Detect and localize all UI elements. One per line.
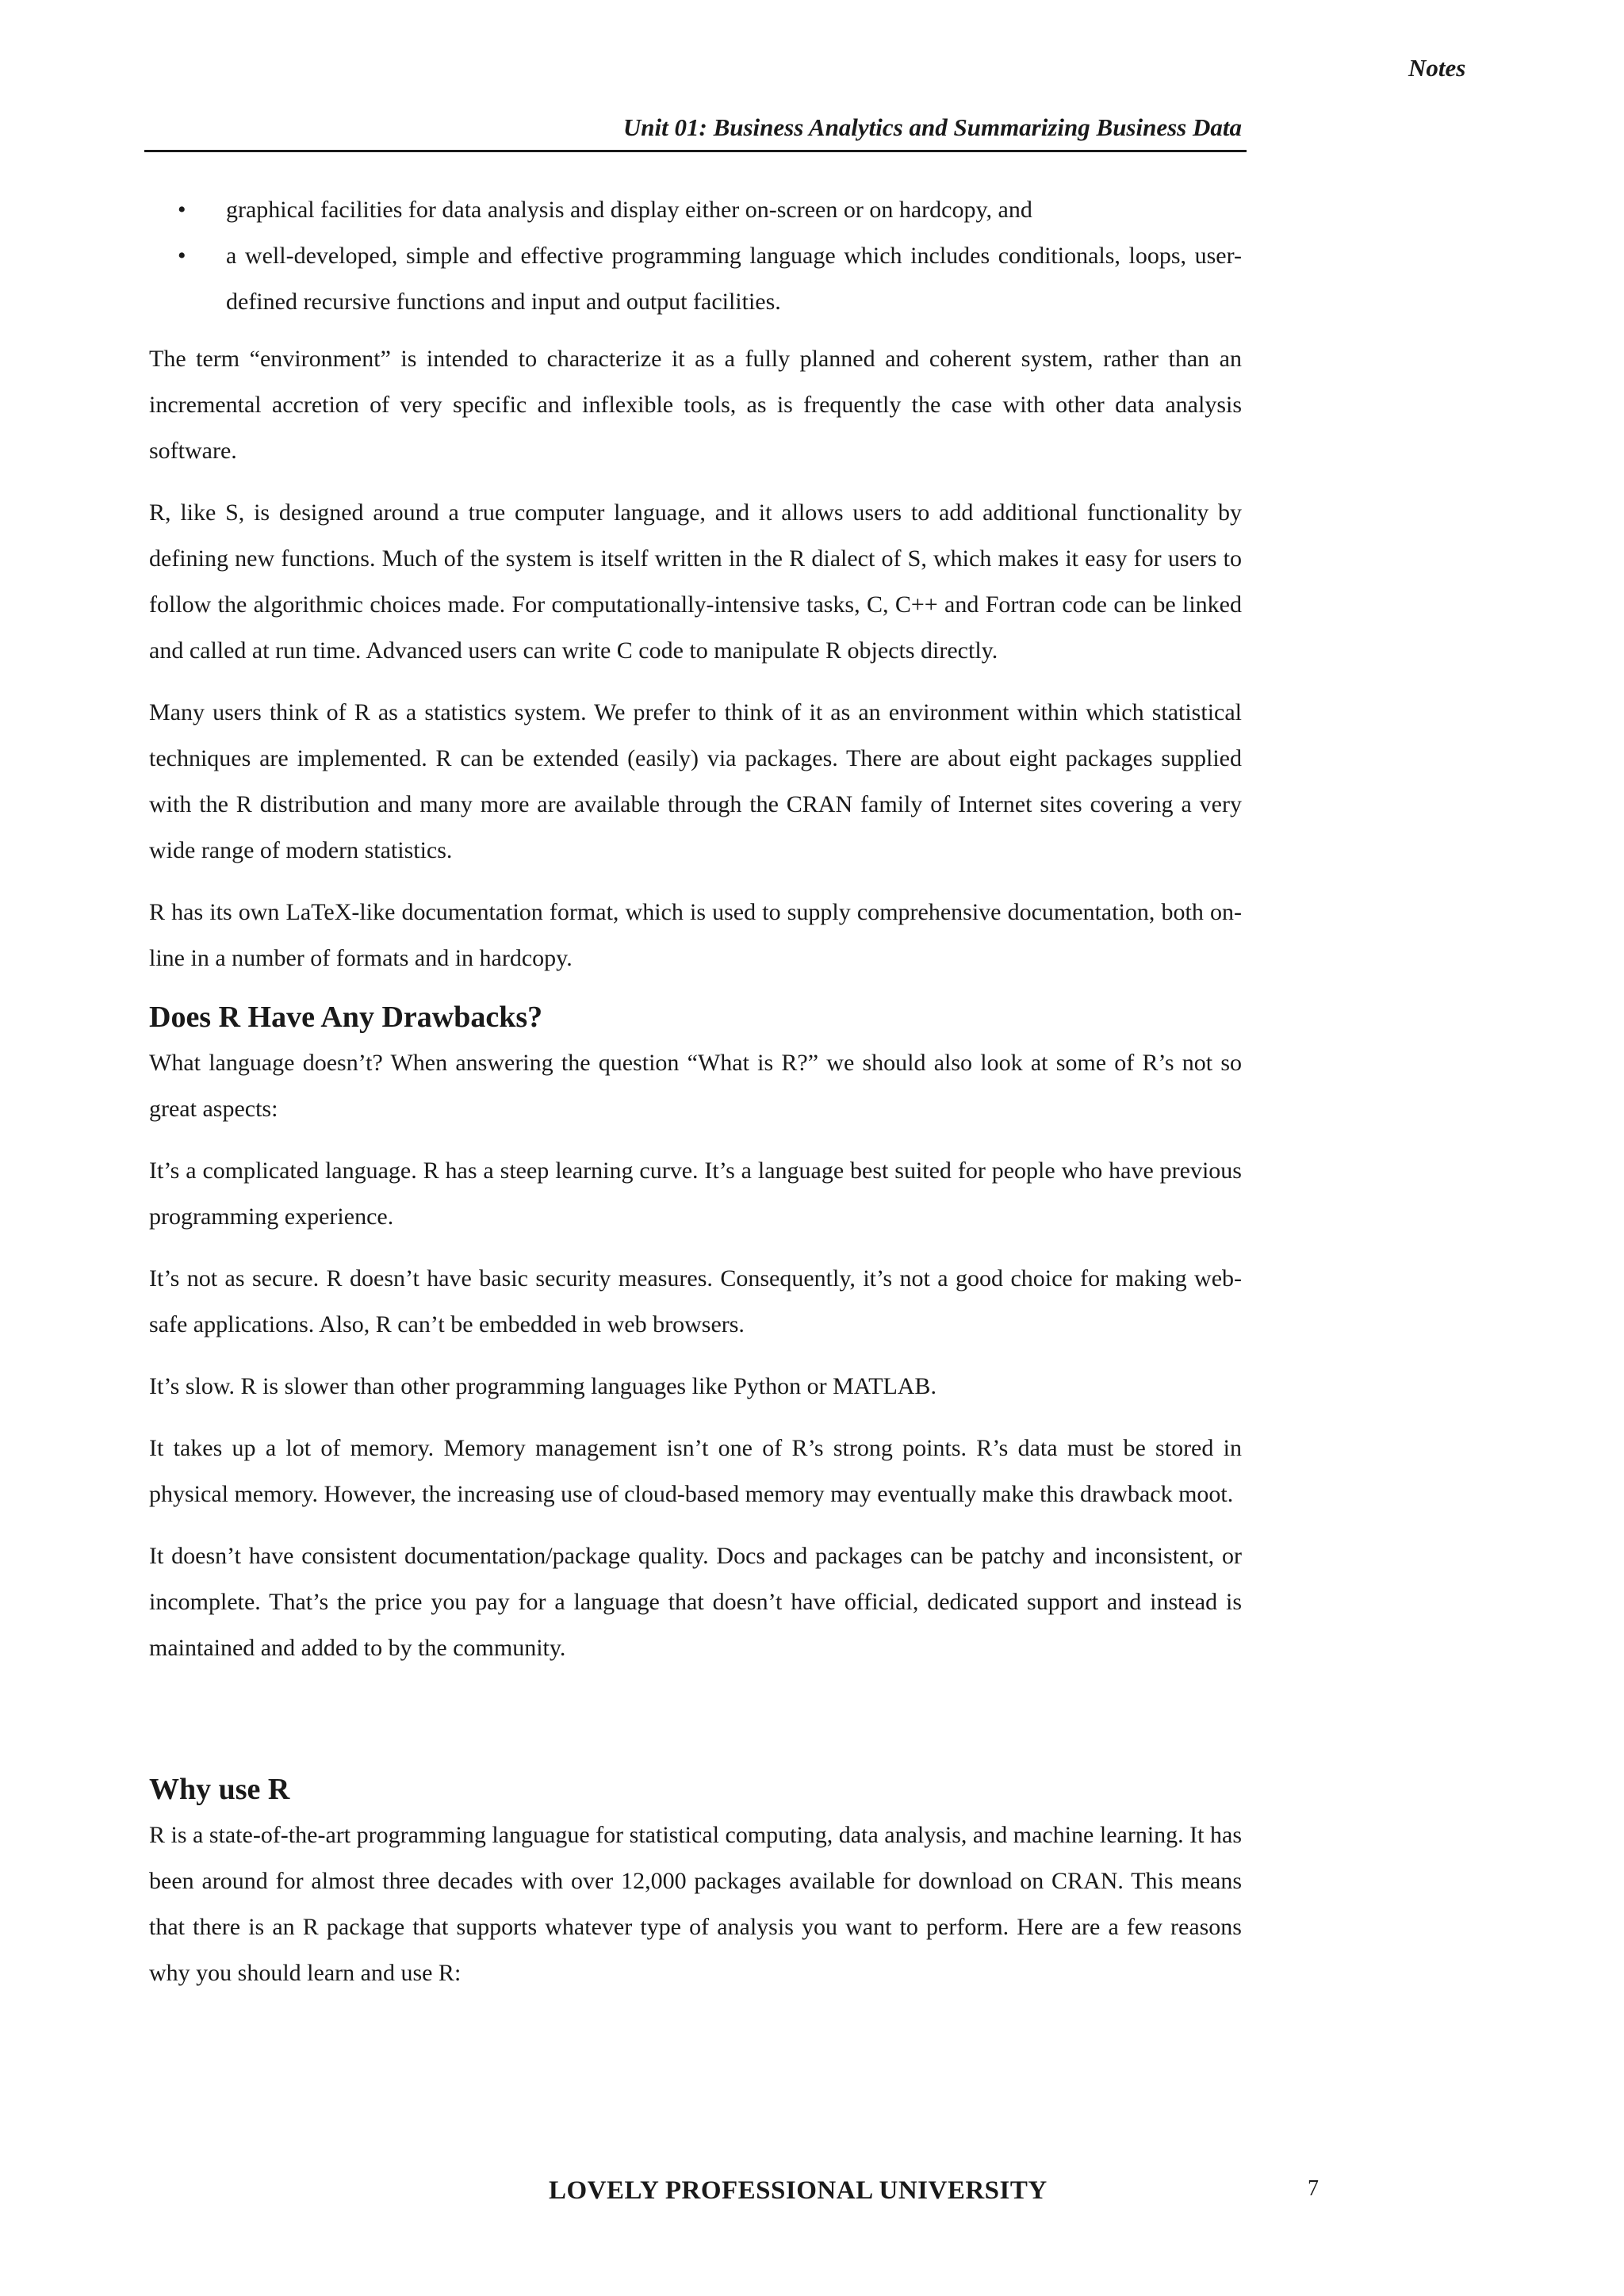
section-spacer [149, 1687, 1242, 1755]
running-title: Unit 01: Business Analytics and Summarizing Business Data [622, 113, 1242, 141]
paragraph: What language doesn’t? When answering the question “What is R?” we should also look at some of R’s not so great aspects: [149, 1050, 1242, 1122]
paragraph: It’s slow. R is slower than other programming languages like Python or MATLAB. [149, 1373, 936, 1399]
bullet-text: a well-developed, simple and effective programming language which includes conditionals, loops, user-defined recursive functions and input and output facilities. [226, 243, 1242, 315]
bullet-icon: • [178, 243, 186, 269]
paragraph: R, like S, is designed around a true computer language, and it allows users to add additional functionality by defining new functions. Much of the system is itself written in the R dialect of S, which makes it easy for users to follow the algorithmic choices made. For computationally-intensive tasks, C, C++ and Fortran code can be linked and called at run time. Advanced users can write C code to manipulate R objects directly. [149, 499, 1242, 664]
notes-label: Notes [1408, 54, 1466, 82]
section-heading-drawbacks: Does R Have Any Drawbacks? [149, 1001, 543, 1034]
paragraph: R has its own LaTeX-like documentation format, which is used to supply comprehensive documentation, both on-line in a number of formats and in hardcopy. [149, 899, 1242, 971]
running-header [144, 112, 1247, 152]
bullet-icon: • [178, 197, 186, 223]
page-number: 7 [1308, 2176, 1319, 2201]
bullet-text: graphical facilities for data analysis and display either on-screen or on hardcopy, and [226, 197, 1032, 223]
paragraph: R is a state-of-the-art programming languague for statistical computing, data analysis, and machine learning. It has been around for almost three decades with over 12,000 packages available for download on CRAN. This means that there is an R package that supports whatever type of analysis you want to perform. Here are a few reasons why you should learn and use R: [149, 1822, 1242, 1986]
section-heading-why-use-r: Why use R [149, 1773, 290, 1806]
paragraph: It doesn’t have consistent documentation/package quality. Docs and packages can be patchy and inconsistent, or incomplete. That’s the price you pay for a language that doesn’t have official, dedicated support and instead is maintained and added to by the community. [149, 1543, 1242, 1661]
bullet-list [149, 187, 1242, 325]
list-item [149, 233, 1242, 325]
paragraph: Many users think of R as a statistics system. We prefer to think of it as an environment within which statistical techniques are implemented. R can be extended (easily) via packages. There are about eight packages supplied with the R distribution and many more are available through the CRAN family of Internet sites covering a very wide range of modern statistics. [149, 699, 1242, 863]
page-body [149, 187, 1242, 2012]
footer-university: LOVELY PROFESSIONAL UNIVERSITY [549, 2176, 1048, 2205]
paragraph: It’s a complicated language. R has a steep learning curve. It’s a language best suited for people who have previous programming experience. [149, 1158, 1242, 1230]
paragraph: It takes up a lot of memory. Memory management isn’t one of R’s strong points. R’s data must be stored in physical memory. However, the increasing use of cloud-based memory may eventually make this drawback moot. [149, 1435, 1242, 1507]
paragraph: The term “environment” is intended to characterize it as a fully planned and coherent system, rather than an incremental accretion of very specific and inflexible tools, as is frequently the case with other data analysis software. [149, 346, 1242, 464]
list-item [149, 187, 1242, 233]
paragraph: It’s not as secure. R doesn’t have basic security measures. Consequently, it’s not a good choice for making web-safe applications. Also, R can’t be embedded in web browsers. [149, 1265, 1242, 1337]
